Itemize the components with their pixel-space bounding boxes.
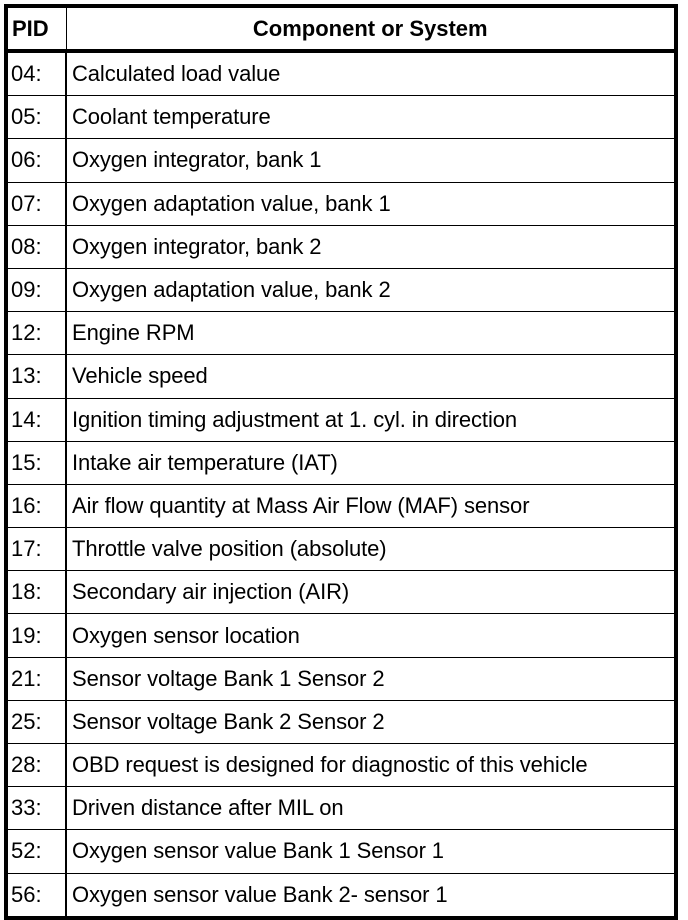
table-row: [6, 700, 676, 743]
table-header: [6, 6, 676, 51]
table-row: [6, 355, 676, 398]
table-row: [6, 528, 676, 571]
component-cell: Sensor voltage Bank 2 Sensor 2: [66, 700, 676, 743]
table-row: [6, 268, 676, 311]
table-row: [6, 182, 676, 225]
table-row: [6, 398, 676, 441]
component-cell: Air flow quantity at Mass Air Flow (MAF) sensor: [66, 484, 676, 527]
pid-table: [4, 4, 678, 920]
table-row: [6, 873, 676, 918]
pid-cell: 04:: [6, 51, 66, 96]
pid-cell: 56:: [6, 873, 66, 918]
component-cell: Sensor voltage Bank 1 Sensor 2: [66, 657, 676, 700]
component-cell: Engine RPM: [66, 312, 676, 355]
pid-cell: 15:: [6, 441, 66, 484]
table-row: [6, 830, 676, 873]
table-body: [6, 51, 676, 918]
pid-cell: 09:: [6, 268, 66, 311]
pid-cell: 28:: [6, 744, 66, 787]
component-cell: OBD request is designed for diagnostic of this vehicle: [66, 744, 676, 787]
table-row: [6, 614, 676, 657]
component-column-header: Component or System: [66, 6, 676, 51]
pid-cell: 17:: [6, 528, 66, 571]
table-row: [6, 744, 676, 787]
table-row: [6, 225, 676, 268]
pid-cell: 06:: [6, 139, 66, 182]
component-cell: Oxygen sensor location: [66, 614, 676, 657]
pid-column-header: PID: [6, 6, 66, 51]
component-cell: Oxygen sensor value Bank 1 Sensor 1: [66, 830, 676, 873]
component-cell: Oxygen adaptation value, bank 1: [66, 182, 676, 225]
component-cell: Oxygen integrator, bank 2: [66, 225, 676, 268]
component-cell: Ignition timing adjustment at 1. cyl. in direction: [66, 398, 676, 441]
table-row: [6, 657, 676, 700]
pid-cell: 21:: [6, 657, 66, 700]
table-row: [6, 484, 676, 527]
pid-cell: 08:: [6, 225, 66, 268]
table-row: [6, 139, 676, 182]
component-cell: Oxygen adaptation value, bank 2: [66, 268, 676, 311]
table-row: [6, 312, 676, 355]
component-cell: Secondary air injection (AIR): [66, 571, 676, 614]
pid-cell: 13:: [6, 355, 66, 398]
pid-cell: 07:: [6, 182, 66, 225]
table-row: [6, 787, 676, 830]
component-cell: Throttle valve position (absolute): [66, 528, 676, 571]
table-row: [6, 441, 676, 484]
pid-cell: 25:: [6, 700, 66, 743]
component-cell: Intake air temperature (IAT): [66, 441, 676, 484]
pid-cell: 18:: [6, 571, 66, 614]
component-cell: Oxygen sensor value Bank 2- sensor 1: [66, 873, 676, 918]
component-cell: Coolant temperature: [66, 96, 676, 139]
component-cell: Vehicle speed: [66, 355, 676, 398]
pid-cell: 14:: [6, 398, 66, 441]
table-row: [6, 571, 676, 614]
table-row: [6, 51, 676, 96]
header-row: [6, 6, 676, 51]
pid-cell: 19:: [6, 614, 66, 657]
table-row: [6, 96, 676, 139]
component-cell: Driven distance after MIL on: [66, 787, 676, 830]
pid-cell: 52:: [6, 830, 66, 873]
pid-cell: 33:: [6, 787, 66, 830]
pid-cell: 16:: [6, 484, 66, 527]
component-cell: Oxygen integrator, bank 1: [66, 139, 676, 182]
pid-cell: 12:: [6, 312, 66, 355]
component-cell: Calculated load value: [66, 51, 676, 96]
pid-cell: 05:: [6, 96, 66, 139]
